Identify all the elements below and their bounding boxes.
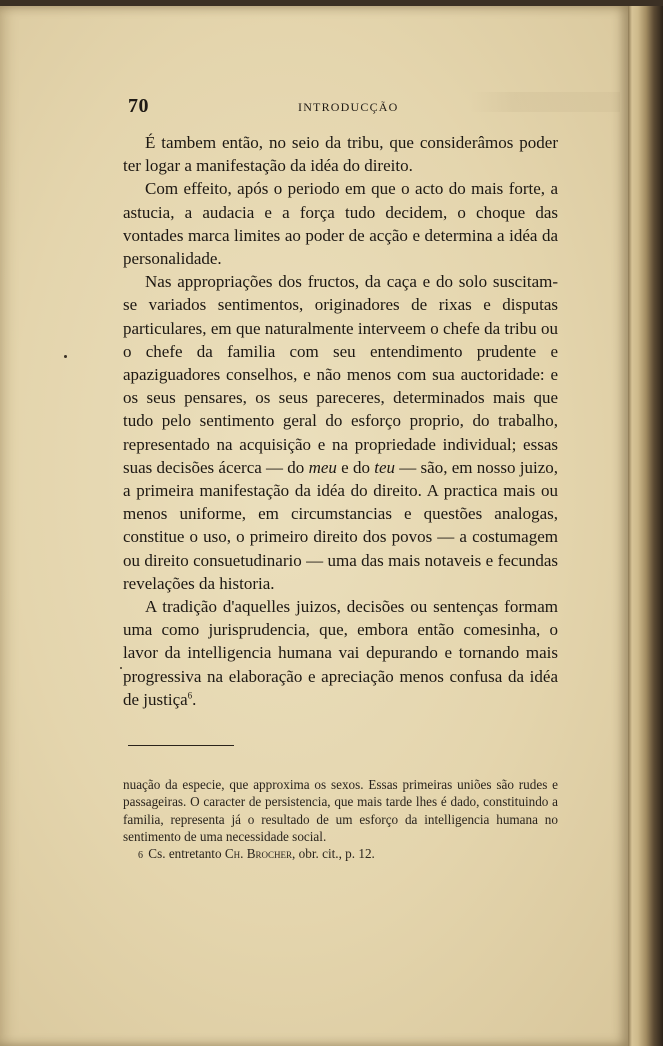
running-head (128, 95, 558, 121)
page-number: 70 (128, 95, 149, 117)
book-page-edges (628, 6, 663, 1046)
ink-speck (120, 667, 122, 669)
running-head-title: INTRODUCÇÃO (298, 100, 399, 114)
paragraph-3-part-c: — são, em nosso juizo, a primeira manifestação da idéa do direito. A practica mais ou menos uniforme, em circumstancias e questões analogas, constitue o uso, o primeiro direito dos povos — a costumagem ou direito consuetudinario — uma das mais notaveis e fecundas revelações da historia. (123, 457, 559, 593)
footnote-6-number: 6 (138, 850, 143, 862)
paragraph-1: É tambem então, no seio da tribu, que considerâmos poder ter logar a manifestação da idéa do direito. (123, 133, 558, 176)
paragraph-2: Com effeito, após o periodo em que o acto do mais forte, a astucia, a audacia e a força tudo decidem, o choque das vontades marca limites ao poder de acção e determina a idéa da personalidade. (123, 179, 558, 269)
body-text (123, 131, 558, 711)
footnote-separator-rule (128, 745, 234, 746)
footnote-6 (123, 845, 558, 864)
paragraph-3-part-a: Nas appropriações dos fructos, da caça e do solo suscitam-se variados sentimentos, originadores de rixas e disputas particulares, em que naturalmente interveem o chefe da tribu ou o chefe da familia com seu entendimento prudente e apaziguadores conselhos, e não menos com sua auctoridade: e os seus pensares, os seus pareceres, determinados mais que tudo pelo sentimento geral do esforço proprio, do trabalho, representado na acquisição e na propriedade individual; essas suas decisões ácerca — do (123, 272, 558, 477)
ink-speck (64, 355, 67, 358)
footnote-marker-6: 6 (187, 690, 193, 701)
footnote-6-author: Ch. Brocher (224, 846, 293, 862)
footnote-6-prefix: Cs. entretanto (148, 846, 225, 862)
paragraph-4-end: . (192, 689, 197, 709)
footnote-continuation: nuação da especie, que approxima os sexos. Essas primeiras uniões são rudes e passageiras. O caracter de persistencia, que mais tarde lhes é dado, constituindo a familia, representa já o resultado de um esforço da intelligencia humana no sentimento de uma necessidade social. (123, 777, 558, 844)
paragraph-4-text: A tradição d'aquelles juizos, decisões ou sentenças formam uma como jurisprudencia, que, embora então comesinha, o lavor da intelligencia humana vai depurando e tornando mais progressiva na elaboração e apreciação menos confusa da idéa de justiça (123, 597, 558, 709)
footnotes (123, 776, 558, 864)
paragraph-3 (123, 270, 558, 595)
italic-teu: teu (374, 457, 396, 477)
footnote-6-reference: , obr. cit., p. 12. (292, 846, 375, 862)
italic-meu: meu (308, 457, 337, 477)
paragraph-4 (123, 595, 558, 711)
paragraph-3-part-b: e do (336, 457, 375, 477)
